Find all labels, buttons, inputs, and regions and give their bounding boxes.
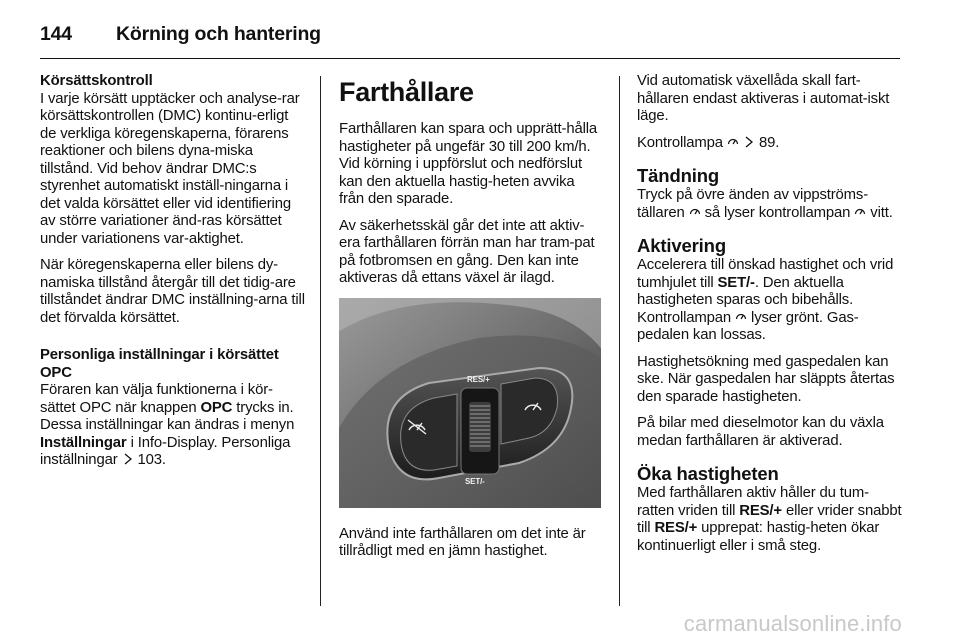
page-header bbox=[40, 14, 321, 54]
paragraph: Kontrollampa 89. bbox=[637, 134, 780, 151]
cruise-control-icon bbox=[854, 206, 866, 218]
paragraph: Med farthållaren aktiv håller du tum-ratten vriden till RES/+ eller vrider snabbt till RES/+ upprepat: hastig-heten ökar kontinuerligt eller i små steg. bbox=[637, 485, 902, 554]
page-number: 144 bbox=[40, 22, 72, 45]
page-ref: 89. bbox=[758, 134, 780, 151]
watermark: carmanualsonline.info bbox=[683, 611, 902, 636]
chapter-title: Körning och hantering bbox=[116, 22, 321, 45]
res-plus-label: RES/+ bbox=[467, 374, 490, 384]
paragraph: Accelerera till önskad hastighet och vrid tumhjulet till SET/-. Den aktuella hastigheten sparas och bibehålls. Kontrollampan lyser grönt. Gas-pedalen kan lossas. bbox=[637, 257, 894, 343]
page-ref-arrow-icon bbox=[122, 453, 134, 465]
steering-wheel-figure bbox=[339, 298, 601, 508]
paragraph: Använd inte farthållaren om det inte är tillrådligt med en jämn hastighet. bbox=[339, 525, 586, 559]
cruise-control-icon bbox=[735, 311, 747, 323]
paragraph: På bilar med dieselmotor kan du växla medan farthållaren är aktiverad. bbox=[637, 415, 884, 449]
paragraph: Föraren kan välja funktionerna i kör-sättet OPC när knappen OPC trycks in. Dessa inställningar kan ändras i menyn Inställningar i Info-Display. Personliga inställningar 103. bbox=[40, 382, 295, 468]
header-rule bbox=[40, 58, 900, 59]
opc-label: OPC bbox=[200, 399, 233, 416]
paragraph: När köregenskaperna eller bilens dy-namiska tillstånd återgår till det tidig-are tillståndet ändrar DMC inställning-arna till det förvalda körsättet. bbox=[40, 257, 305, 326]
subheading-korsattskontroll: Körsättskontroll bbox=[40, 73, 153, 89]
heading-tandning: Tändning bbox=[637, 165, 720, 186]
column-divider-1 bbox=[320, 76, 321, 606]
paragraph: Hastighetsökning med gaspedalen kan ske. När gaspedalen har släppts återtas den sparade hastigheten. bbox=[637, 353, 895, 405]
column-3 bbox=[637, 73, 903, 564]
paragraph: Farthållaren kan spara och upprätt-hålla hastigheter på ungefär 30 till 200 km/h. Vid körning i uppförslut och nedförslut kan den aktuella hastig-heten avvika från den sparade. bbox=[339, 121, 598, 207]
paragraph: I varje körsätt upptäcker och analyse-rar körsättskontrollen (DMC) kontinu-erligt de verkliga köregenskaperna, förarens reaktioner och bilens dyna-miska tillstånd. Vid behov ändrar DMC:s styrenhet automatiskt inställ-ningarna i det valda körsättet eller vid identifiering av större variationer änd-ras körsättet under variationens var-aktighet. bbox=[40, 90, 300, 247]
column-2 bbox=[339, 73, 603, 570]
installningar-label: Inställningar bbox=[40, 434, 127, 451]
page-ref: 103. bbox=[137, 452, 166, 468]
subheading-personliga-installningar: Personliga inställningar i körsättet OPC bbox=[40, 347, 279, 381]
page-ref-arrow-icon bbox=[743, 136, 755, 148]
section-title-farthallare: Farthållare bbox=[339, 77, 474, 107]
paragraph: Tryck på övre änden av vippströms-tällaren så lyser kontrollampan vitt. bbox=[637, 187, 893, 221]
set-minus-label: SET/- bbox=[465, 476, 485, 486]
heading-oka-hastigheten: Öka hastigheten bbox=[637, 463, 779, 484]
heading-aktivering: Aktivering bbox=[637, 235, 726, 256]
column-divider-2 bbox=[619, 76, 620, 606]
cruise-control-icon bbox=[727, 136, 739, 148]
cruise-control-icon bbox=[689, 206, 701, 218]
column-1 bbox=[40, 73, 308, 479]
paragraph: Av säkerhetsskäl går det inte att aktiv-era farthållaren förrän man har tram-pat på fotbromsen en gång. Den kan inte aktiveras då ettans växel är ilagd. bbox=[339, 217, 595, 286]
paragraph: Vid automatisk växellåda skall fart-hållaren endast aktiveras i automat-iskt läge. bbox=[637, 73, 890, 124]
